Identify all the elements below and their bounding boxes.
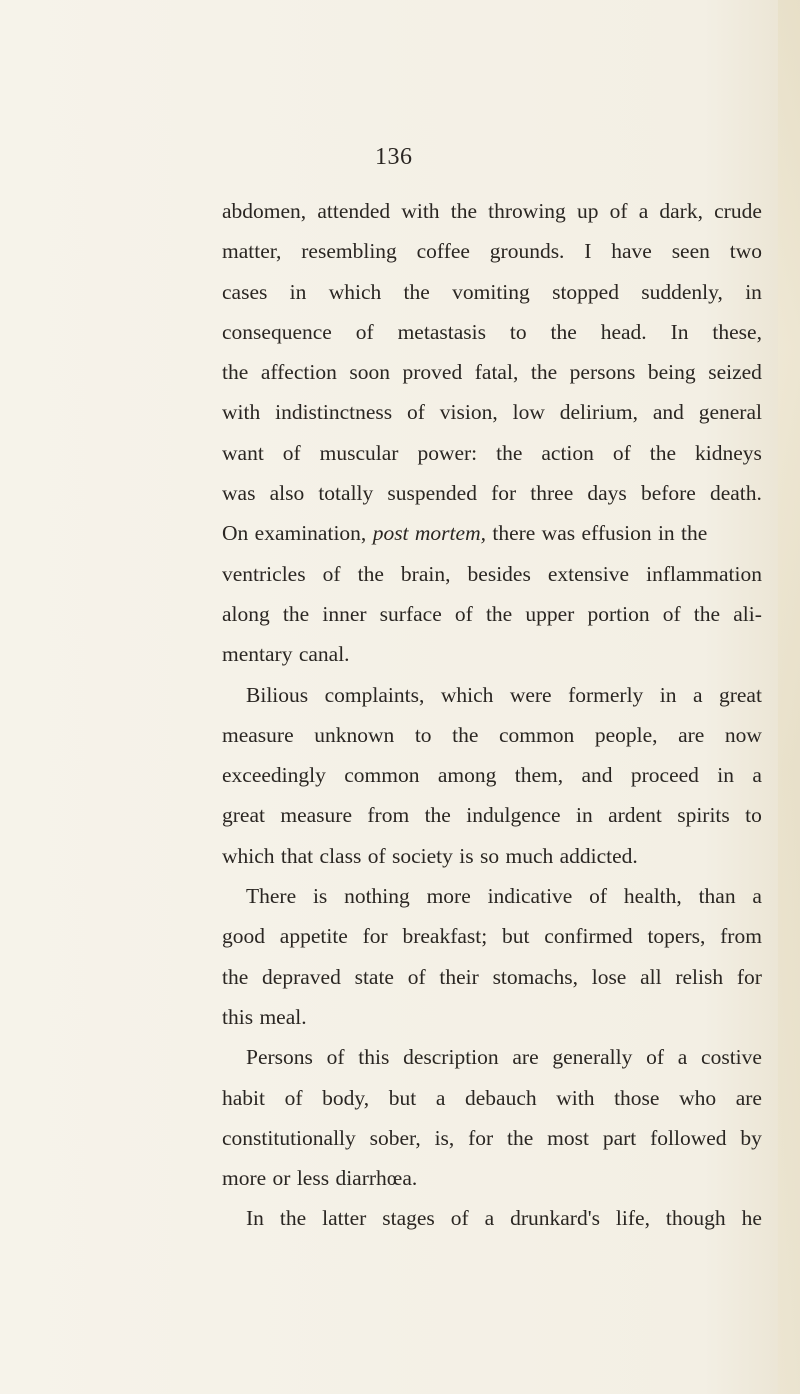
body-text: [222, 191, 762, 1239]
text-line: good appetite for breakfast; but confirmed topers, from: [222, 924, 762, 949]
text-line: this meal.: [222, 1004, 307, 1029]
page-number: 136: [375, 144, 413, 170]
text-line-with-italic: [222, 513, 762, 553]
text-line: ventricles of the brain, besides extensive inflammation: [222, 561, 762, 586]
text-line: consequence of metastasis to the head. In these,: [222, 319, 762, 344]
text-line: habit of body, but a debauch with those who are: [222, 1085, 762, 1110]
text-line: which that class of society is so much addicted.: [222, 843, 638, 868]
text-line: cases in which the vomiting stopped suddenly, in: [222, 279, 762, 304]
text-line: matter, resembling coffee grounds. I have seen two: [222, 239, 762, 264]
text-line: want of muscular power: the action of the kidneys: [222, 440, 762, 465]
text-line: with indistinctness of vision, low delirium, and general: [222, 400, 762, 425]
text-line: more or less diarrhœa.: [222, 1166, 418, 1191]
text-line: abdomen, attended with the throwing up of a dark, crude: [222, 199, 762, 223]
paragraph-start: Bilious complaints, which were formerly in a great: [246, 682, 762, 707]
paragraph-start: There is nothing more indicative of health, than a: [246, 884, 762, 909]
paragraph-start: In the latter stages of a drunkard's life, though he: [246, 1206, 762, 1231]
page-edge-stain: [778, 0, 800, 1394]
text-segment: there was effusion in the: [485, 521, 708, 546]
text-line: the affection soon proved fatal, the persons being seized: [222, 360, 762, 385]
paragraph-start: Persons of this description are generally of a costive: [246, 1045, 762, 1070]
italic-phrase: post mortem,: [372, 521, 486, 546]
text-line: the depraved state of their stomachs, lose all relish for: [222, 964, 762, 989]
text-line: great measure from the indulgence in ardent spirits to: [222, 803, 762, 828]
text-line: mentary canal.: [222, 642, 350, 667]
text-line: measure unknown to the common people, are now: [222, 722, 762, 747]
text-line: along the inner surface of the upper portion of the ali-: [222, 601, 762, 626]
text-line: exceedingly common among them, and proceed in a: [222, 763, 762, 788]
text-line: constitutionally sober, is, for the most part followed by: [222, 1125, 762, 1150]
text-segment: On examination,: [222, 521, 373, 546]
text-line: was also totally suspended for three days before death.: [222, 481, 762, 506]
